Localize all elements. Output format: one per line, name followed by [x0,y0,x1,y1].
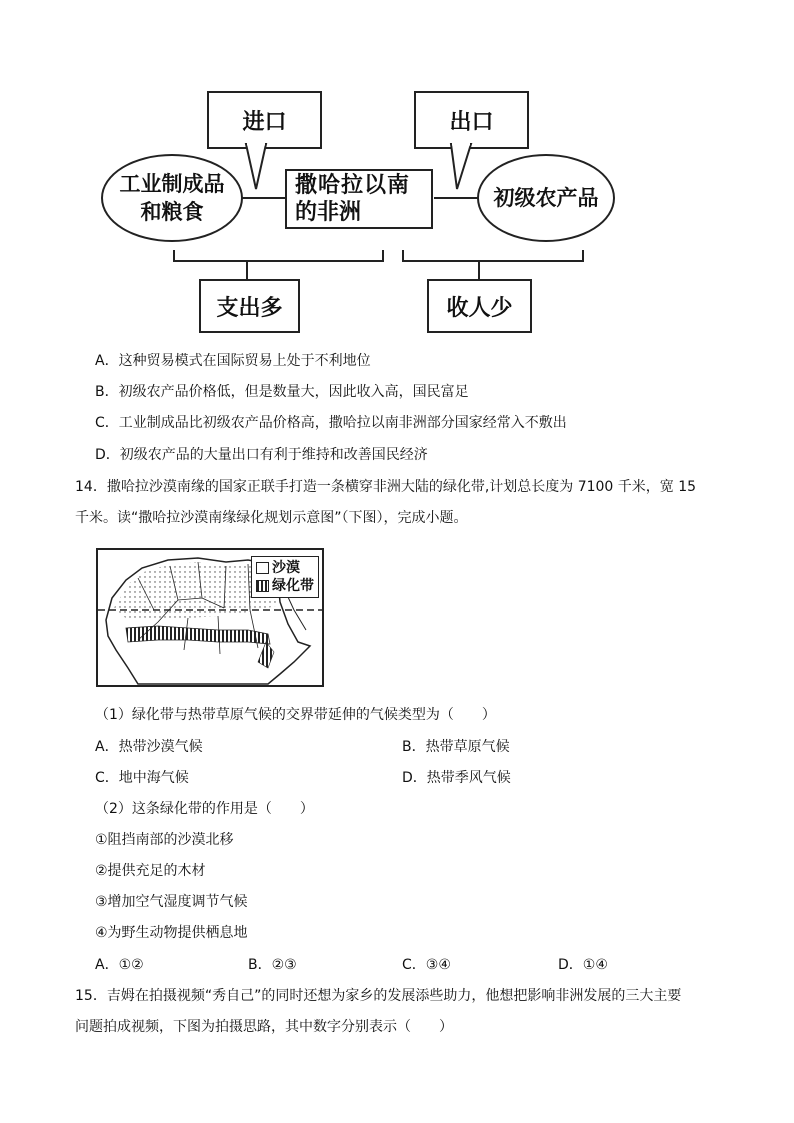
right-bracket-right [582,250,584,262]
q15-stem-line2: 问题拍成视频，下图为拍摄思路，其中数字分别表示（ ） [75,1019,453,1035]
expense-box [199,279,300,333]
q14-stem-line1: 14．撒哈拉沙漠南缘的国家正联手打造一条横穿非洲大陆的绿化带,计划总长度为 7100 千米，宽 15 [75,479,697,495]
q14-sub1-option-c: C．地中海气候 [95,770,189,786]
income-box [427,279,532,333]
q14-sub2-item-1: ①阻挡南部的沙漠北移 [95,832,234,848]
left-connector [236,197,286,199]
export-box [414,91,529,149]
left-bracket-right [382,250,384,262]
q14-sub2-option-c: C．③④ [402,957,451,973]
q14-sub2-option-a: A．①② [95,957,144,973]
left-bracket-bar [173,260,384,262]
q14-stem-line2: 千米。读“撒哈拉沙漠南缘绿化规划示意图”（下图），完成小题。 [75,510,468,526]
income-label: 收人少 [446,295,513,321]
export-label: 出口 [449,109,494,135]
q14-sub2-option-d: D．①④ [558,957,608,973]
greenbelt-swatch [256,580,269,592]
right-connector [434,197,478,199]
q15-stem-line1: 15．吉姆在拍摄视频“秀自己”的同时还想为家乡的发展添些助力，他想把影响非洲发展的三大主要 [75,988,682,1004]
q13-option-b: B．初级农产品价格低，但是数量大，因此收入高，国民富足 [95,384,469,400]
import-label: 进口 [242,109,287,135]
q14-sub2-option-b: B．②③ [248,957,297,973]
q13-option-c: C．工业制成品比初级农产品价格高，撒哈拉以南非洲部分国家经常入不敷出 [95,415,567,431]
right-bracket-bar [402,260,584,262]
q13-option-a: A．这种贸易模式在国际贸易上处于不利地位 [95,353,371,369]
africa-greenbelt-map [96,548,324,687]
q14-sub2-item-4: ④为野生动物提供栖息地 [95,925,248,941]
import-box [207,91,322,149]
left-ellipse-line1: 工业制成品 [119,172,225,196]
map-legend [251,556,319,598]
left-ellipse-line2: 和粮食 [140,200,204,224]
left-bracket-stem [246,260,248,280]
q14-sub1-option-a: A．热带沙漠气候 [95,739,203,755]
center-box [285,169,433,229]
center-line2: 的非洲 [295,200,362,225]
q14-sub2-item-3: ③增加空气湿度调节气候 [95,894,248,910]
right-bracket-stem [478,260,480,280]
center-line1: 撒哈拉以南 [295,173,411,198]
q13-option-d: D．初级农产品的大量出口有利于维持和改善国民经济 [95,447,428,463]
q14-sub1-stem: （1）绿化带与热带草原气候的交界带延伸的气候类型为（ ） [95,707,496,723]
q14-sub1-option-d: D．热带季风气候 [402,770,511,786]
import-bubble-tail [240,143,280,193]
q14-sub1-option-b: B．热带草原气候 [402,739,510,755]
q14-sub2-item-2: ②提供充足的木材 [95,863,206,879]
right-ellipse [477,154,615,242]
legend-desert-label: 沙漠 [272,560,300,576]
expense-label: 支出多 [216,295,283,321]
left-ellipse [101,154,243,242]
right-ellipse-label: 初级农产品 [493,186,599,210]
q14-sub2-stem: （2）这条绿化带的作用是（ ） [95,801,314,817]
legend-greenbelt-label: 绿化带 [272,578,314,594]
desert-swatch [256,562,269,574]
